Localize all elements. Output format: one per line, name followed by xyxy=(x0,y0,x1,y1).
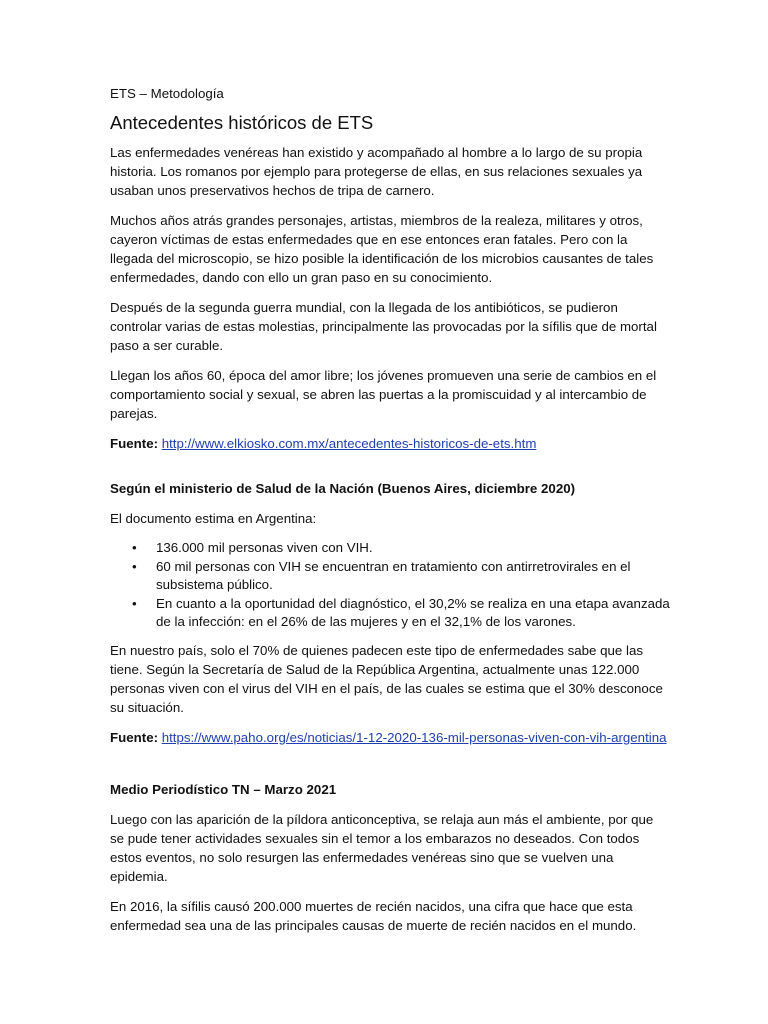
section-heading: Según el ministerio de Salud de la Nación (Buenos Aires, diciembre 2020) xyxy=(110,481,576,496)
bullet-icon: • xyxy=(132,540,137,555)
paragraph: Luego con las aparición de la píldora anticonceptiva, se relaja aun más el ambiente, por que se pude tener actividades sexuales sin el temor a los embarazos no deseados. Con todos estos eventos, no solo resurgen las enfermedades venéreas sino que se vuelven una epidemia. xyxy=(110,812,654,884)
paragraph: Las enfermedades venéreas han existido y acompañado al hombre a lo largo de su propia historia. Los romanos por ejemplo para protegerse de ellas, en sus relaciones sexuales ya usaban unos preservativos hechos de tripa de carnero. xyxy=(110,145,643,198)
paragraph: En nuestro país, solo el 70% de quienes padecen este tipo de enfermedades sabe que las tiene. Según la Secretaría de Salud de la República Argentina, actualmente unas 122.000 personas viven con el virus del VIH en el país, de las cuales se estima que el 30% desconoce su situación. xyxy=(110,643,663,715)
list-item xyxy=(110,558,670,594)
paragraph: Después de la segunda guerra mundial, con la llegada de los antibióticos, se pudieron controlar varias de estas molestias, principalmente las provocadas por la sífilis que de mortal paso a ser curable. xyxy=(110,300,657,353)
paragraph: Muchos años atrás grandes personajes, artistas, miembros de la realeza, militares y otros, cayeron víctimas de estas enfermedades que en ese entonces eran fatales. Pero con la llegada del microscopio, se hizo posible la identificación de los microbios causantes de tales enfermedades, dando con ello un gran paso en su conocimiento. xyxy=(110,213,654,285)
section-heading: Medio Periodístico TN – Marzo 2021 xyxy=(110,782,337,797)
section-tn-news xyxy=(110,780,670,935)
list-item xyxy=(110,539,670,557)
bullet-icon: • xyxy=(132,559,137,574)
source-line xyxy=(110,434,670,453)
list-item-text: 60 mil personas con VIH se encuentran en tratamiento con antirretrovirales en el subsistema público. xyxy=(156,559,631,592)
list-item xyxy=(110,595,670,631)
list-item-text: En cuanto a la oportunidad del diagnóstico, el 30,2% se realiza en una etapa avanzada de la infección: en el 26% de las mujeres y en el 32,1% de los varones. xyxy=(156,596,670,629)
paragraph: En 2016, la sífilis causó 200.000 muertes de recién nacidos, una cifra que hace que esta enfermedad sea una de las principales causas de muerte de recién nacidos en el mundo. xyxy=(110,899,637,933)
section-historical-background xyxy=(110,143,670,453)
bullet-icon: • xyxy=(132,596,137,611)
source-label: Fuente: xyxy=(110,730,159,745)
list-item-text: 136.000 mil personas viven con VIH. xyxy=(156,540,373,555)
source-label: Fuente: xyxy=(110,436,159,451)
document-title: Antecedentes históricos de ETS xyxy=(110,112,374,133)
bullet-list xyxy=(110,539,670,631)
section-ministry-of-health xyxy=(110,479,670,747)
source-line xyxy=(110,728,670,747)
source-link[interactable]: https://www.paho.org/es/noticias/1-12-2020-136-mil-personas-viven-con-vih-argentina xyxy=(161,730,667,745)
paragraph: El documento estima en Argentina: xyxy=(110,511,317,526)
paragraph: Llegan los años 60, época del amor libre; los jóvenes promueven una serie de cambios en el comportamiento social y sexual, se abren las puertas a la promiscuidad y al intercambio de parejas. xyxy=(110,368,657,421)
document-header: ETS – Metodología xyxy=(110,86,224,101)
document-page xyxy=(110,84,670,946)
source-link[interactable]: http://www.elkiosko.com.mx/antecedentes-historicos-de-ets.htm xyxy=(161,436,537,451)
